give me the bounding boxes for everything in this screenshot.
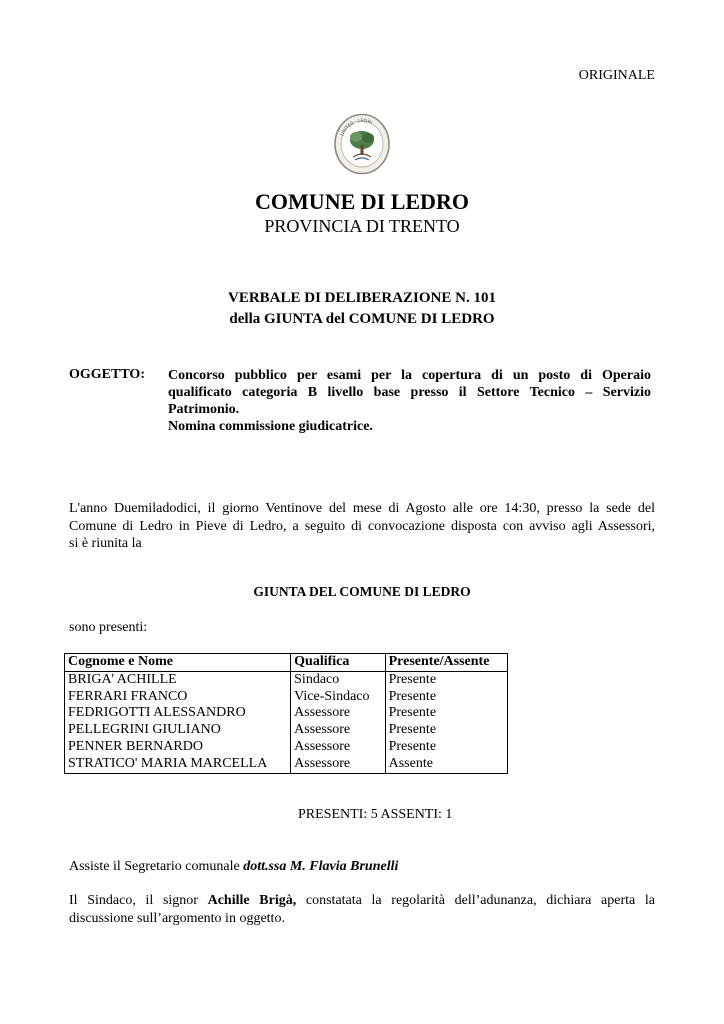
- member-name: FEDRIGOTTI ALESSANDRO: [65, 705, 291, 722]
- subject-line: Patrimonio.: [168, 402, 240, 417]
- column-header-role: Qualifica: [291, 654, 385, 672]
- table-row: [65, 705, 508, 722]
- member-attendance: Presente: [385, 671, 507, 688]
- intro-paragraph: [69, 500, 655, 553]
- member-name: PELLEGRINI GIULIANO: [65, 722, 291, 739]
- column-header-attendance: Presente/Assente: [385, 654, 507, 672]
- intro-line: Comune di Ledro in Pieve di Ledro, a seguito di convocazione disposta con avviso agli Assessori,: [69, 518, 655, 534]
- intro-line: si è riunita la: [69, 536, 142, 551]
- member-attendance: Assente: [385, 756, 507, 773]
- giunta-heading: GIUNTA DEL COMUNE DI LEDRO: [253, 584, 471, 599]
- subject-line: qualificato categoria B livello base presso il Settore Tecnico – Servizio: [168, 385, 651, 400]
- table-row: [65, 671, 508, 688]
- subject-label: OGGETTO:: [69, 367, 145, 382]
- member-role: Vice-Sindaco: [291, 689, 385, 706]
- deliberation-title: VERBALE DI DELIBERAZIONE N. 101: [228, 290, 496, 306]
- mayor-name: Achille Brigà,: [207, 893, 297, 908]
- present-intro: sono presenti:: [69, 620, 148, 635]
- member-role: Assessore: [291, 722, 385, 739]
- deliberation-subtitle: della GIUNTA del COMUNE DI LEDRO: [229, 311, 495, 327]
- member-attendance: Presente: [385, 705, 507, 722]
- mayor-prefix: Il Sindaco, il signor: [69, 893, 208, 908]
- intro-line: L'anno Duemiladodici, il giorno Ventinove del mese di Agosto alle ore 14:30, presso la sede del: [69, 501, 655, 516]
- municipal-seal-logo: [333, 113, 391, 175]
- member-role: Assessore: [291, 705, 385, 722]
- member-role: Assessore: [291, 756, 385, 773]
- column-header-name: Cognome e Nome: [65, 654, 291, 672]
- member-name: FERRARI FRANCO: [65, 689, 291, 706]
- secretary-name: dott.ssa M. Flavia Brunelli: [243, 859, 399, 874]
- table-row: [65, 756, 508, 773]
- subject-text: [168, 367, 651, 435]
- table-header-row: [65, 654, 508, 672]
- member-name: STRATICO' MARIA MARCELLA: [65, 756, 291, 773]
- secretary-prefix: Assiste il Segretario comunale: [69, 859, 244, 874]
- subject-line: Concorso pubblico per esami per la copertura di un posto di Operaio: [168, 368, 651, 383]
- mayor-line: [69, 892, 655, 910]
- attendance-table: [64, 653, 508, 774]
- member-attendance: Presente: [385, 739, 507, 756]
- member-attendance: Presente: [385, 722, 507, 739]
- secretary-line: [69, 859, 398, 875]
- table-row: [65, 739, 508, 756]
- seal-motto: UNITAS · LEDRI: [340, 118, 373, 137]
- table-row: [65, 722, 508, 739]
- table-row: [65, 689, 508, 706]
- province-name: PROVINCIA DI TRENTO: [264, 216, 460, 236]
- subject-line: Nomina commissione giudicatrice.: [168, 419, 373, 434]
- member-name: PENNER BERNARDO: [65, 739, 291, 756]
- document-status-label: ORIGINALE: [578, 68, 655, 83]
- member-name: BRIGA' ACHILLE: [65, 671, 291, 688]
- mayor-paragraph: [69, 892, 655, 927]
- member-role: Sindaco: [291, 671, 385, 688]
- mayor-line: discussione sull’argomento in oggetto.: [69, 910, 285, 926]
- member-role: Assessore: [291, 739, 385, 756]
- mayor-statement: constatata la regolarità dell’adunanza, dichiara aperta la: [296, 893, 655, 908]
- member-attendance: Presente: [385, 689, 507, 706]
- municipality-name: COMUNE DI LEDRO: [255, 189, 469, 214]
- attendance-tally: PRESENTI: 5 ASSENTI: 1: [298, 807, 453, 822]
